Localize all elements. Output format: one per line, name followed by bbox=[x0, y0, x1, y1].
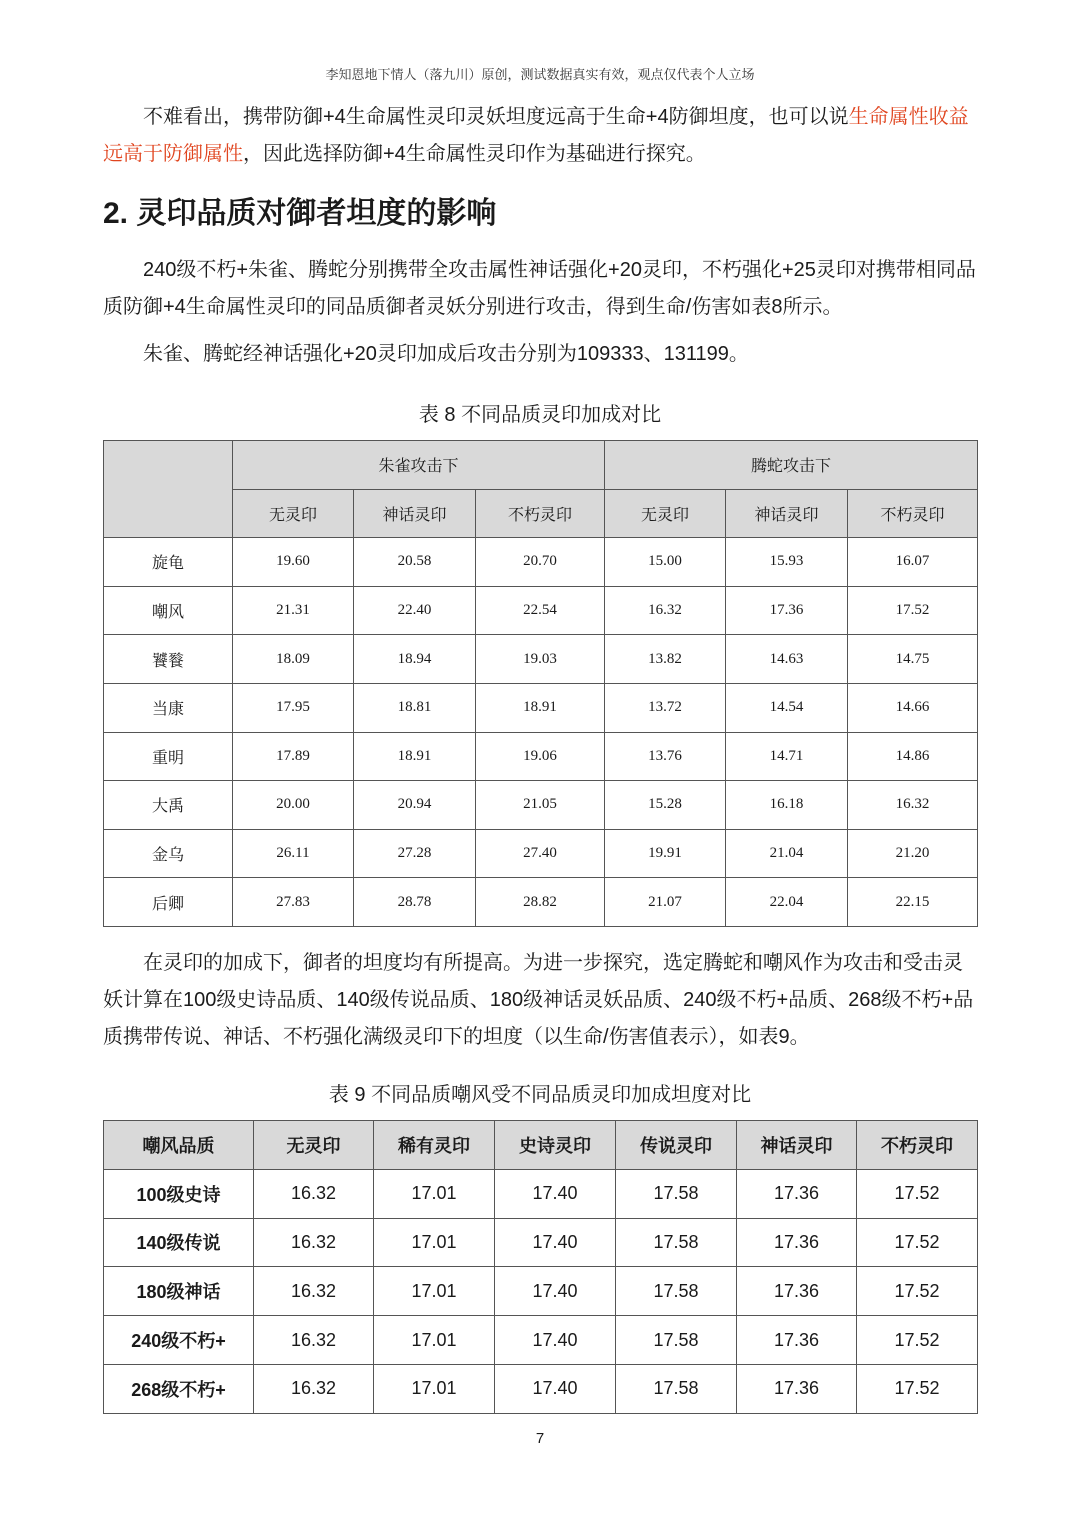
table-row bbox=[104, 586, 978, 635]
table-cell: 17.52 bbox=[857, 1218, 978, 1267]
table-cell: 15.93 bbox=[726, 538, 848, 587]
table-cell: 22.15 bbox=[848, 878, 978, 927]
table-cell: 14.86 bbox=[848, 732, 978, 781]
table-cell: 17.01 bbox=[374, 1267, 495, 1316]
table-row bbox=[104, 781, 978, 830]
table-cell: 17.40 bbox=[495, 1316, 616, 1365]
table-cell: 17.36 bbox=[737, 1316, 857, 1365]
table-cell: 17.36 bbox=[737, 1267, 857, 1316]
table-cell: 14.54 bbox=[726, 683, 848, 732]
row-label: 重明 bbox=[104, 732, 233, 781]
table-cell: 19.06 bbox=[476, 732, 605, 781]
table-cell: 17.52 bbox=[848, 586, 978, 635]
table-cell: 16.32 bbox=[254, 1218, 374, 1267]
table-cell: 13.72 bbox=[605, 683, 726, 732]
table-cell: 17.52 bbox=[857, 1364, 978, 1413]
table-cell: 14.66 bbox=[848, 683, 978, 732]
table8-subheader: 无灵印 bbox=[605, 489, 726, 538]
row-label: 268级不朽+ bbox=[104, 1364, 254, 1413]
row-label: 100级史诗 bbox=[104, 1169, 254, 1218]
table-row bbox=[104, 1364, 978, 1413]
table9-header: 无灵印 bbox=[254, 1121, 374, 1170]
table-cell: 17.58 bbox=[616, 1316, 737, 1365]
table-cell: 26.11 bbox=[233, 829, 354, 878]
table8-corner-cell bbox=[104, 441, 233, 538]
row-label: 180级神话 bbox=[104, 1267, 254, 1316]
table-cell: 17.36 bbox=[737, 1364, 857, 1413]
header-note: 李知恩地下情人（落九川）原创，测试数据真实有效，观点仅代表个人立场 bbox=[325, 67, 755, 82]
table-cell: 17.01 bbox=[374, 1218, 495, 1267]
table-row bbox=[104, 1267, 978, 1316]
table-cell: 18.91 bbox=[354, 732, 476, 781]
table-cell: 18.81 bbox=[354, 683, 476, 732]
table-cell: 16.32 bbox=[254, 1267, 374, 1316]
table-cell: 17.89 bbox=[233, 732, 354, 781]
section-title: 2. 灵印品质对御者坦度的影响 bbox=[103, 197, 497, 230]
table-cell: 18.94 bbox=[354, 635, 476, 684]
table-cell: 17.40 bbox=[495, 1169, 616, 1218]
intro-paragraph bbox=[103, 99, 978, 173]
table-cell: 22.54 bbox=[476, 586, 605, 635]
table-cell: 16.32 bbox=[848, 781, 978, 830]
table-cell: 14.75 bbox=[848, 635, 978, 684]
table8-subheader: 神话灵印 bbox=[354, 489, 476, 538]
table-row bbox=[104, 1218, 978, 1267]
table8-subheader: 无灵印 bbox=[233, 489, 354, 538]
table-cell: 28.78 bbox=[354, 878, 476, 927]
table-cell: 19.91 bbox=[605, 829, 726, 878]
row-label: 当康 bbox=[104, 683, 233, 732]
table-cell: 20.94 bbox=[354, 781, 476, 830]
table-cell: 16.32 bbox=[254, 1316, 374, 1365]
table9-header: 神话灵印 bbox=[737, 1121, 857, 1170]
table-cell: 27.28 bbox=[354, 829, 476, 878]
row-label: 饕餮 bbox=[104, 635, 233, 684]
table-cell: 17.40 bbox=[495, 1218, 616, 1267]
table-cell: 17.40 bbox=[495, 1267, 616, 1316]
table8-subheader: 不朽灵印 bbox=[476, 489, 605, 538]
table-cell: 18.09 bbox=[233, 635, 354, 684]
table-cell: 27.83 bbox=[233, 878, 354, 927]
row-label: 140级传说 bbox=[104, 1218, 254, 1267]
table-cell: 17.95 bbox=[233, 683, 354, 732]
table-cell: 14.63 bbox=[726, 635, 848, 684]
table-cell: 27.40 bbox=[476, 829, 605, 878]
table-cell: 22.04 bbox=[726, 878, 848, 927]
table-row bbox=[104, 538, 978, 587]
table9-header: 嘲风品质 bbox=[104, 1121, 254, 1170]
table-cell: 19.03 bbox=[476, 635, 605, 684]
paragraph-2: 240级不朽+朱雀、腾蛇分别携带全攻击属性神话强化+20灵印，不朽强化+25灵印对携带相同品质防御+4生命属性灵印的同品质御者灵妖分别进行攻击，得到生命/伤害如表8所示。 bbox=[103, 259, 976, 318]
table-cell: 17.36 bbox=[726, 586, 848, 635]
intro-text-1: 不难看出，携带防御+4生命属性灵印灵妖坦度远高于生命+4防御坦度，也可以说 bbox=[143, 106, 849, 128]
table-cell: 18.91 bbox=[476, 683, 605, 732]
table-cell: 19.60 bbox=[233, 538, 354, 587]
page-number: 7 bbox=[535, 1430, 545, 1447]
table9-header: 史诗灵印 bbox=[495, 1121, 616, 1170]
table-cell: 15.28 bbox=[605, 781, 726, 830]
table8-group-header: 朱雀攻击下 bbox=[233, 441, 605, 490]
row-label: 嘲风 bbox=[104, 586, 233, 635]
table-row bbox=[104, 1169, 978, 1218]
table-cell: 21.20 bbox=[848, 829, 978, 878]
table-cell: 17.40 bbox=[495, 1364, 616, 1413]
table-cell: 21.07 bbox=[605, 878, 726, 927]
table-cell: 17.01 bbox=[374, 1364, 495, 1413]
table8-subheader: 神话灵印 bbox=[726, 489, 848, 538]
table-cell: 17.01 bbox=[374, 1316, 495, 1365]
table-cell: 17.52 bbox=[857, 1169, 978, 1218]
table9-header: 不朽灵印 bbox=[857, 1121, 978, 1170]
table-cell: 21.05 bbox=[476, 781, 605, 830]
intro-highlight: 生命属性收益远高于防御属性 bbox=[103, 106, 969, 165]
row-label: 后卿 bbox=[104, 878, 233, 927]
table-cell: 17.52 bbox=[857, 1316, 978, 1365]
table-cell: 17.36 bbox=[737, 1169, 857, 1218]
intro-text-2: ，因此选择防御+4生命属性灵印作为基础进行探究。 bbox=[243, 143, 706, 165]
table-row bbox=[104, 1316, 978, 1365]
paragraph-3: 朱雀、腾蛇经神话强化+20灵印加成后攻击分别为109333、131199。 bbox=[143, 343, 749, 365]
table8-group-header: 腾蛇攻击下 bbox=[605, 441, 978, 490]
table-cell: 17.58 bbox=[616, 1218, 737, 1267]
table-cell: 21.04 bbox=[726, 829, 848, 878]
table-cell: 20.70 bbox=[476, 538, 605, 587]
table-cell: 28.82 bbox=[476, 878, 605, 927]
table-row bbox=[104, 635, 978, 684]
table-row bbox=[104, 732, 978, 781]
table-cell: 16.18 bbox=[726, 781, 848, 830]
table-cell: 17.58 bbox=[616, 1267, 737, 1316]
table-cell: 13.76 bbox=[605, 732, 726, 781]
table-row bbox=[104, 878, 978, 927]
table-cell: 22.40 bbox=[354, 586, 476, 635]
table9-header: 稀有灵印 bbox=[374, 1121, 495, 1170]
table-cell: 21.31 bbox=[233, 586, 354, 635]
table-cell: 14.71 bbox=[726, 732, 848, 781]
row-label: 旋龟 bbox=[104, 538, 233, 587]
table-cell: 16.07 bbox=[848, 538, 978, 587]
table-cell: 17.58 bbox=[616, 1169, 737, 1218]
table-cell: 16.32 bbox=[254, 1364, 374, 1413]
paragraph-4: 在灵印的加成下，御者的坦度均有所提高。为进一步探究，选定腾蛇和嘲风作为攻击和受击灵妖计算在100级史诗品质、140级传说品质、180级神话灵妖品质、240级不朽+品质、268级不朽+品质携带传说、神话、不朽强化满级灵印下的坦度（以生命/伤害值表示），如表9。 bbox=[103, 952, 974, 1048]
table-cell: 13.82 bbox=[605, 635, 726, 684]
table-cell: 16.32 bbox=[254, 1169, 374, 1218]
table-cell: 17.58 bbox=[616, 1364, 737, 1413]
table-cell: 17.01 bbox=[374, 1169, 495, 1218]
table9-caption: 表 9 不同品质嘲风受不同品质灵印加成坦度对比 bbox=[328, 1084, 752, 1106]
table8-caption: 表 8 不同品质灵印加成对比 bbox=[418, 404, 662, 426]
table8-subheader: 不朽灵印 bbox=[848, 489, 978, 538]
table9-header: 传说灵印 bbox=[616, 1121, 737, 1170]
table-8 bbox=[103, 440, 978, 927]
row-label: 240级不朽+ bbox=[104, 1316, 254, 1365]
table-cell: 17.36 bbox=[737, 1218, 857, 1267]
table-cell: 20.00 bbox=[233, 781, 354, 830]
table-cell: 20.58 bbox=[354, 538, 476, 587]
table-cell: 16.32 bbox=[605, 586, 726, 635]
row-label: 大禹 bbox=[104, 781, 233, 830]
table-row bbox=[104, 829, 978, 878]
table-cell: 15.00 bbox=[605, 538, 726, 587]
table-cell: 17.52 bbox=[857, 1267, 978, 1316]
table-9 bbox=[103, 1120, 978, 1414]
table-row bbox=[104, 683, 978, 732]
row-label: 金乌 bbox=[104, 829, 233, 878]
